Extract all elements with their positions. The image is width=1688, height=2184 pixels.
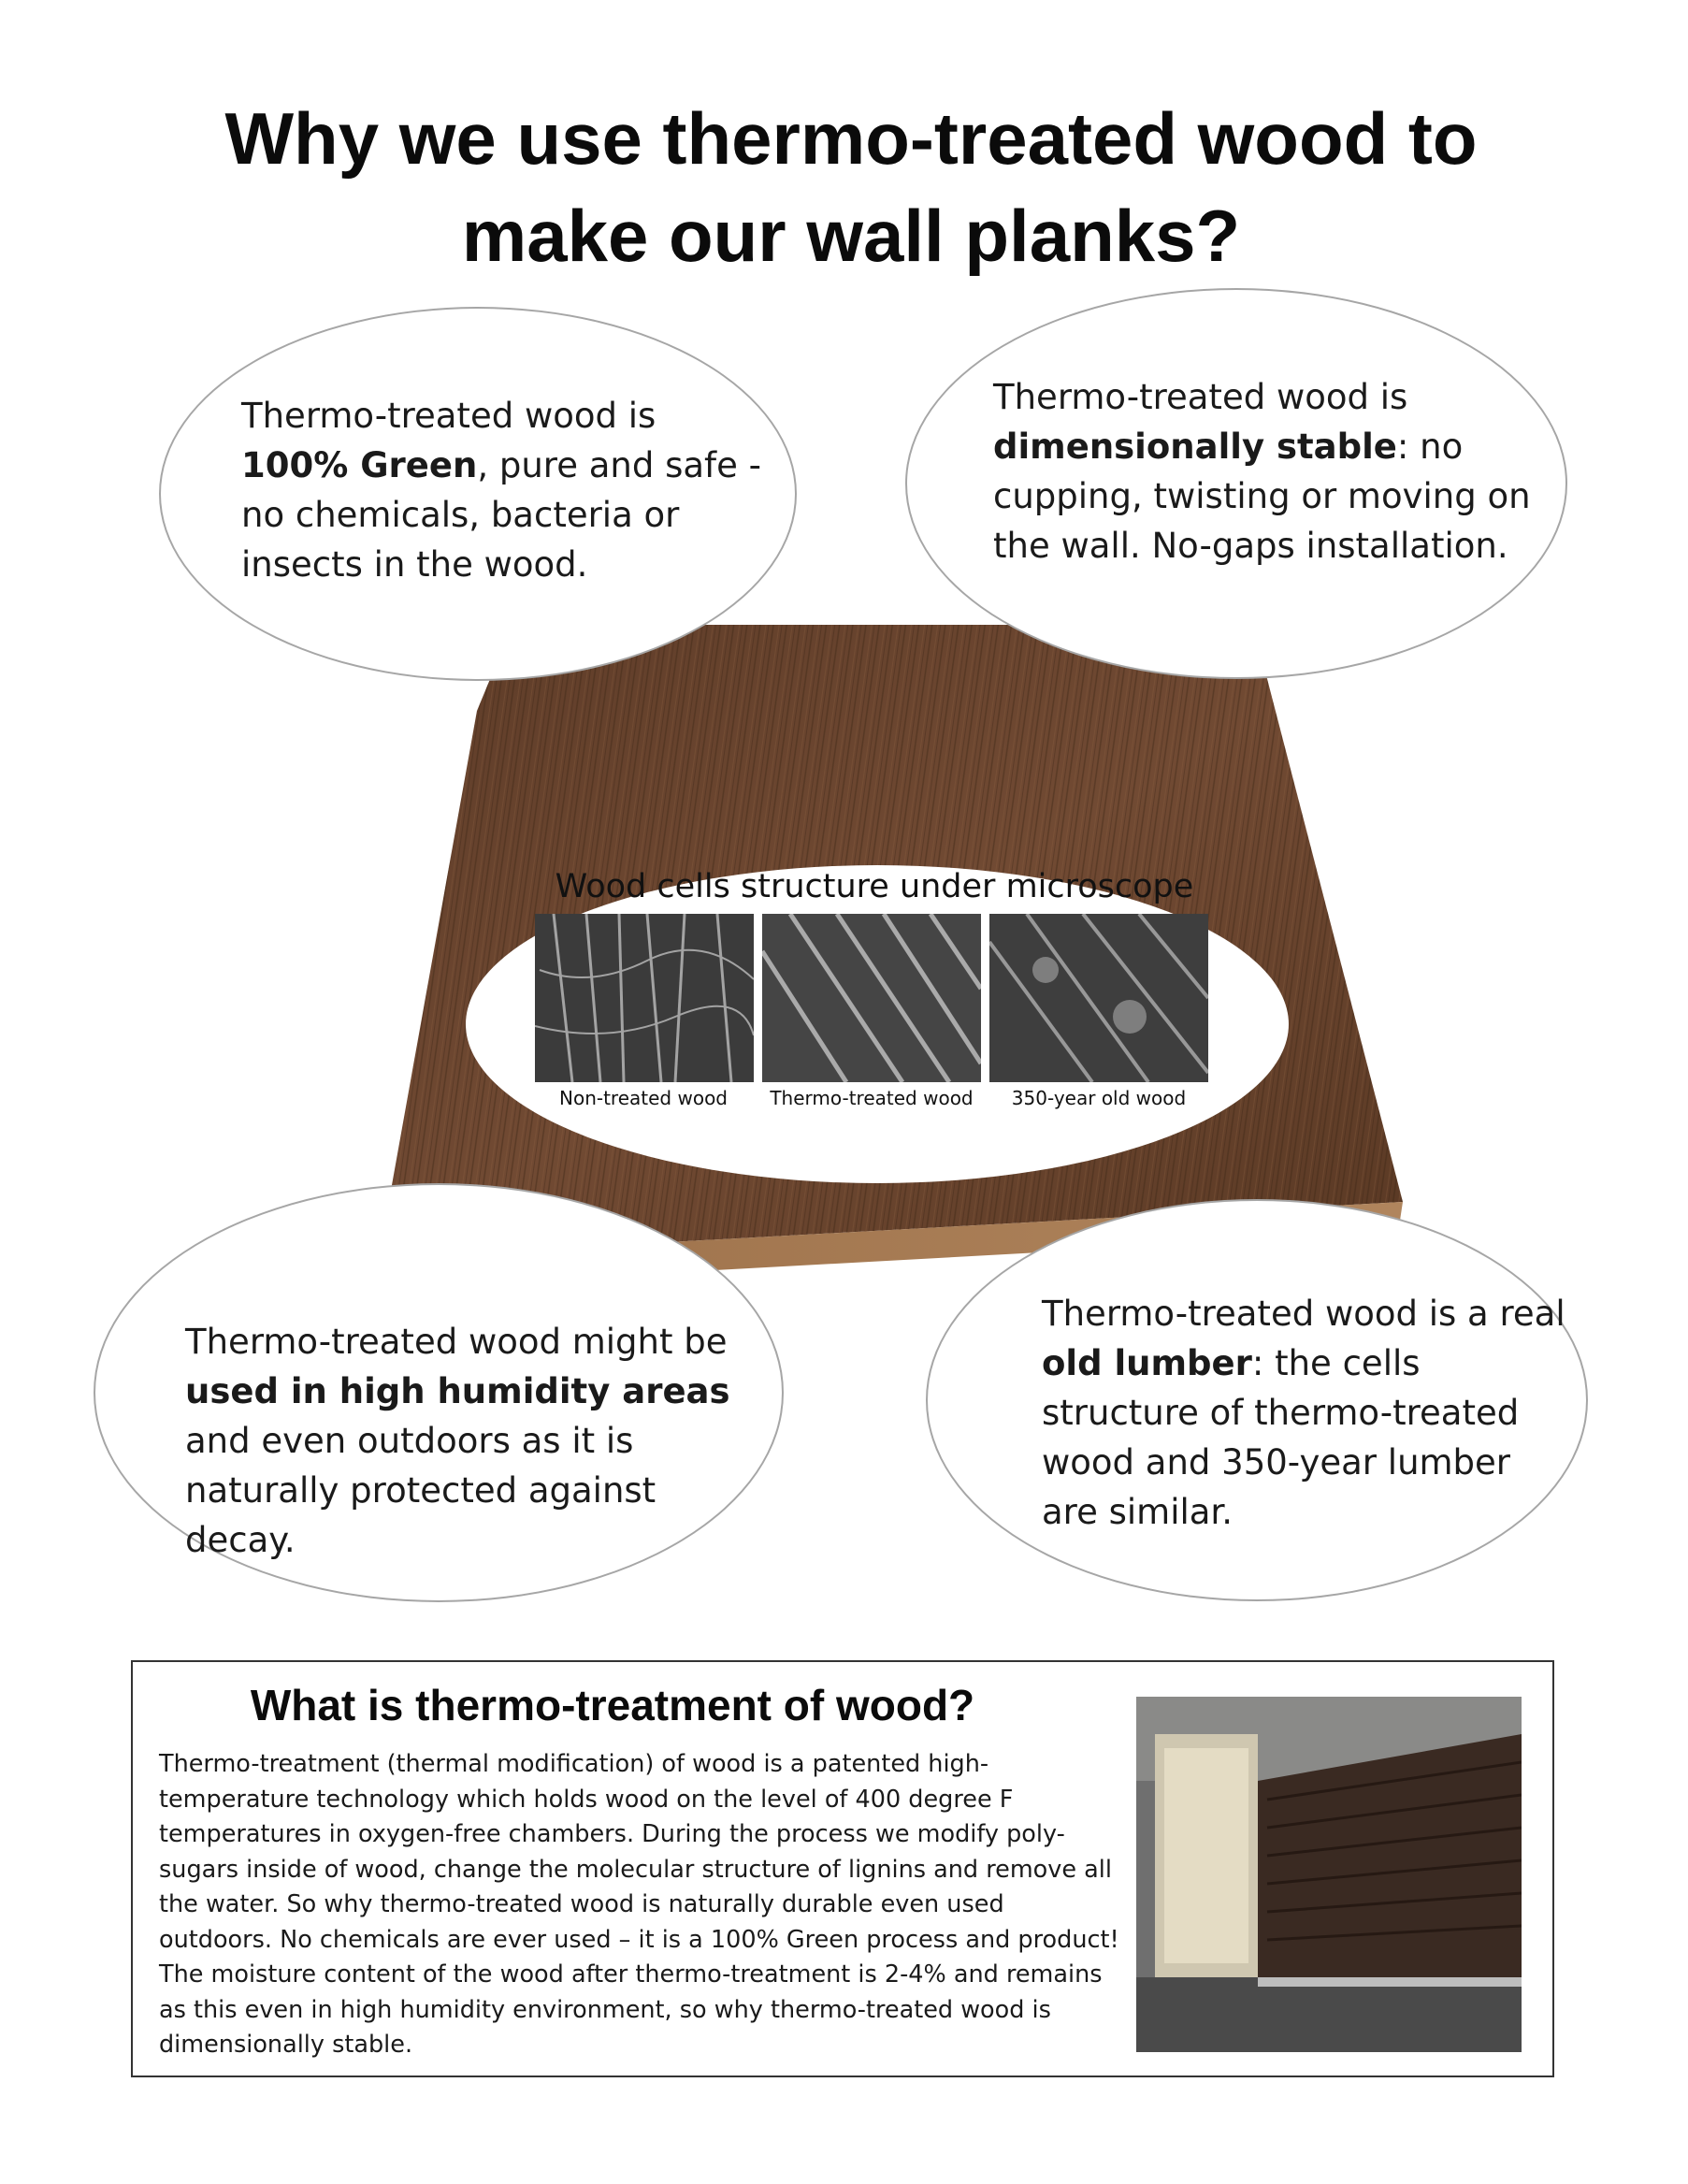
benefit-text-old-lumber: Thermo-treated wood is a real old lumber: the cells structure of thermo-treated wood and 350-year lumber are similar. bbox=[1042, 1294, 1565, 1532]
info-title: What is thermo-treatment of wood? bbox=[250, 1681, 975, 1729]
benefit-text-stable: Thermo-treated wood is dimensionally stable: no cupping, twisting or moving on the wall. No-gaps installation. bbox=[993, 377, 1531, 566]
treatment-chamber-photo bbox=[1136, 1697, 1522, 2052]
page-title-line-1: Why we use thermo-treated wood to bbox=[224, 97, 1478, 180]
page-title-line-2: make our wall planks? bbox=[461, 195, 1241, 277]
micrograph-caption-non-treated: Non-treated wood bbox=[559, 1087, 728, 1109]
benefit-text-green: Thermo-treated wood is 100% Green, pure and safe - no chemicals, bacteria or insects in the wood. bbox=[241, 396, 761, 585]
microscope-title: Wood cells structure under microscope bbox=[555, 868, 1194, 905]
micrograph-thermo-treated bbox=[762, 914, 981, 1082]
micrograph-non-treated bbox=[535, 914, 754, 1082]
benefit-text-humidity: Thermo-treated wood might be used in high humidity areas and even outdoors as it is naturally protected against decay. bbox=[185, 1322, 730, 1560]
micrograph-caption-thermo-treated: Thermo-treated wood bbox=[770, 1087, 974, 1109]
micrograph-caption-350-year-old: 350-year old wood bbox=[1011, 1087, 1187, 1109]
info-body: Thermo-treatment (thermal modification) of wood is a patented high-temperature technology which holds wood on the level of 400 degree F temperatures in oxygen-free chambers. During the process we modify poly-sugars inside of wood, change the molecular structure of lignins and remove all the water. So why thermo-treated wood is naturally durable even used outdoors. No chemicals are ever used – it is a 100% Green process and product! The moisture content of the wood after thermo-treatment is 2-4% and remains as this even in high humidity environment, so why thermo-treated wood is dimensionally stable. bbox=[159, 1750, 1119, 2059]
micrograph-350-year-old bbox=[989, 914, 1208, 1082]
